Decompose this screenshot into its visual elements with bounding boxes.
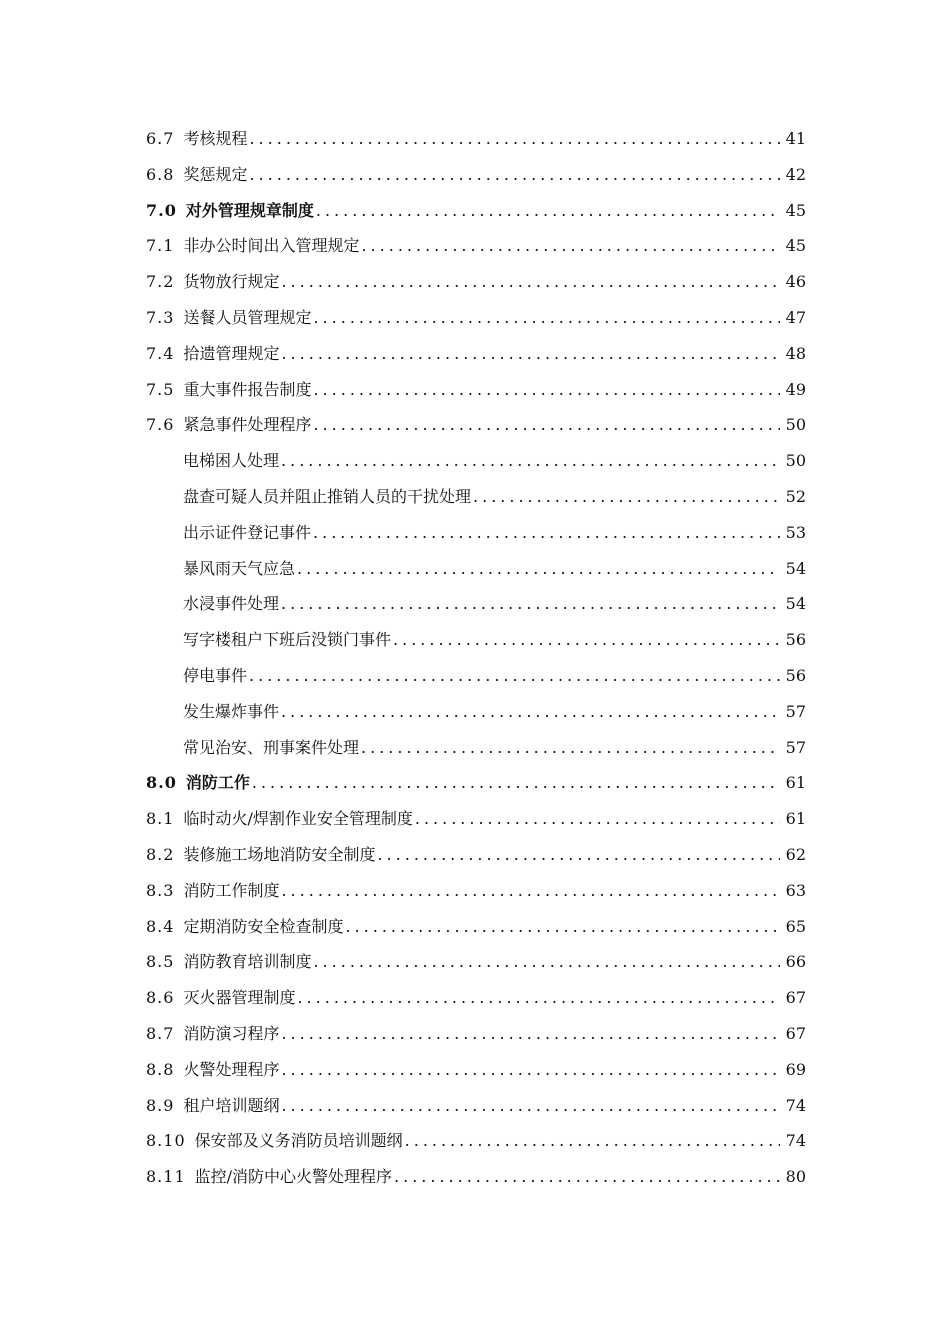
toc-page-number: 41 bbox=[785, 129, 806, 148]
toc-number: 8.2 bbox=[146, 844, 175, 864]
toc-number: 8.5 bbox=[146, 952, 175, 972]
dot-leader bbox=[313, 407, 779, 443]
dot-leader bbox=[313, 944, 779, 980]
toc-page-number: 56 bbox=[785, 630, 806, 650]
toc-subitem[interactable] bbox=[146, 515, 806, 551]
toc-row[interactable] bbox=[146, 1123, 806, 1159]
toc-page-number: 74 bbox=[785, 1095, 806, 1115]
toc-title: 火警处理程序 bbox=[183, 1059, 280, 1079]
toc-number: 8.9 bbox=[146, 1095, 175, 1115]
table-of-contents bbox=[146, 121, 806, 1195]
toc-page-number: 57 bbox=[785, 737, 806, 757]
dot-leader bbox=[281, 264, 779, 300]
dot-leader bbox=[415, 801, 780, 837]
toc-title: 拾遗管理规定 bbox=[183, 343, 280, 363]
toc-subitem[interactable] bbox=[146, 443, 806, 479]
toc-page-number: 63 bbox=[785, 880, 806, 900]
toc-title: 消防工作 bbox=[185, 773, 250, 793]
toc-subitem[interactable] bbox=[146, 551, 806, 587]
toc-number: 8.1 bbox=[146, 809, 175, 829]
toc-subitem[interactable] bbox=[146, 479, 806, 515]
toc-page-number: 42 bbox=[785, 164, 806, 184]
toc-subitem[interactable] bbox=[146, 586, 806, 622]
dot-leader bbox=[316, 193, 780, 229]
dot-leader bbox=[313, 372, 779, 408]
toc-page-number: 49 bbox=[785, 379, 806, 399]
toc-title: 写字楼租户下班后没锁门事件 bbox=[183, 630, 392, 650]
toc-number: 6.8 bbox=[146, 164, 175, 184]
toc-title: 保安部及义务消防员培训题纲 bbox=[194, 1131, 403, 1151]
toc-page-number: 61 bbox=[785, 809, 806, 829]
toc-number: 7.3 bbox=[146, 307, 175, 327]
toc-number: 7.0 bbox=[146, 200, 177, 220]
toc-number: 7.4 bbox=[146, 343, 175, 363]
toc-title: 停电事件 bbox=[183, 665, 248, 685]
toc-title: 出示证件登记事件 bbox=[183, 522, 312, 542]
toc-number: 8.4 bbox=[146, 916, 175, 936]
toc-row[interactable] bbox=[146, 372, 806, 408]
dot-leader bbox=[393, 622, 780, 658]
toc-page-number: 45 bbox=[785, 236, 806, 256]
toc-row[interactable] bbox=[146, 1016, 806, 1052]
dot-leader bbox=[345, 909, 779, 945]
toc-title: 送餐人员管理规定 bbox=[183, 307, 312, 327]
toc-page-number: 56 bbox=[785, 665, 806, 685]
toc-row[interactable] bbox=[146, 228, 806, 264]
toc-row[interactable] bbox=[146, 873, 806, 909]
toc-page-number: 54 bbox=[785, 594, 806, 614]
dot-leader bbox=[473, 479, 780, 515]
toc-number: 7.5 bbox=[146, 379, 175, 399]
dot-leader bbox=[249, 157, 779, 193]
toc-title: 租户培训题纲 bbox=[183, 1095, 280, 1115]
toc-title: 发生爆炸事件 bbox=[183, 701, 280, 721]
toc-row[interactable] bbox=[146, 336, 806, 372]
toc-title: 电梯困人处理 bbox=[183, 451, 280, 471]
toc-title: 定期消防安全检查制度 bbox=[183, 916, 344, 936]
toc-page-number: 65 bbox=[785, 916, 806, 936]
toc-page-number: 67 bbox=[785, 988, 806, 1008]
toc-page-number: 48 bbox=[785, 343, 806, 363]
toc-title: 消防演习程序 bbox=[183, 1023, 280, 1043]
toc-page-number: 80 bbox=[785, 1167, 806, 1187]
toc-title: 盘查可疑人员并阻止推销人员的干扰处理 bbox=[183, 486, 472, 506]
toc-title: 消防教育培训制度 bbox=[183, 952, 312, 972]
toc-page-number: 50 bbox=[785, 415, 806, 435]
dot-leader bbox=[297, 980, 779, 1016]
toc-title: 灭火器管理制度 bbox=[183, 988, 296, 1008]
dot-leader bbox=[281, 586, 780, 622]
toc-number: 8.0 bbox=[146, 773, 177, 793]
dot-leader bbox=[361, 228, 779, 264]
dot-leader bbox=[249, 121, 779, 157]
toc-title: 对外管理规章制度 bbox=[185, 200, 314, 220]
dot-leader bbox=[405, 1123, 780, 1159]
toc-subitem[interactable] bbox=[146, 658, 806, 694]
toc-page-number: 57 bbox=[785, 701, 806, 721]
toc-row[interactable] bbox=[146, 980, 806, 1016]
dot-leader bbox=[297, 551, 780, 587]
dot-leader bbox=[313, 515, 780, 551]
toc-row[interactable] bbox=[146, 837, 806, 873]
toc-subitem[interactable] bbox=[146, 730, 806, 766]
dot-leader bbox=[394, 1159, 780, 1195]
toc-number: 7.6 bbox=[146, 415, 175, 435]
toc-row[interactable] bbox=[146, 801, 806, 837]
dot-leader bbox=[361, 730, 780, 766]
toc-page-number: 45 bbox=[785, 200, 806, 220]
toc-subitem[interactable] bbox=[146, 694, 806, 730]
toc-page-number: 53 bbox=[785, 522, 806, 542]
toc-title: 装修施工场地消防安全制度 bbox=[183, 844, 376, 864]
toc-title: 货物放行规定 bbox=[183, 272, 280, 292]
toc-section-heading[interactable] bbox=[146, 765, 806, 801]
toc-title: 奖惩规定 bbox=[183, 164, 248, 184]
dot-leader bbox=[281, 694, 780, 730]
dot-leader bbox=[313, 300, 779, 336]
toc-number: 8.11 bbox=[146, 1167, 186, 1187]
dot-leader bbox=[377, 837, 779, 873]
toc-page-number: 54 bbox=[785, 558, 806, 578]
toc-row[interactable] bbox=[146, 407, 806, 443]
toc-number: 7.1 bbox=[146, 236, 175, 256]
toc-page-number: 69 bbox=[785, 1059, 806, 1079]
toc-title: 监控/消防中心火警处理程序 bbox=[194, 1167, 393, 1187]
toc-title: 常见治安、刑事案件处理 bbox=[183, 737, 360, 757]
toc-page-number: 61 bbox=[785, 773, 806, 793]
toc-title: 非办公时间出入管理规定 bbox=[183, 236, 360, 256]
toc-row[interactable] bbox=[146, 300, 806, 336]
dot-leader bbox=[281, 336, 779, 372]
toc-row[interactable] bbox=[146, 1088, 806, 1124]
dot-leader bbox=[281, 1088, 779, 1124]
toc-number: 7.2 bbox=[146, 272, 175, 292]
toc-page-number: 52 bbox=[785, 486, 806, 506]
toc-page-number: 74 bbox=[785, 1131, 806, 1151]
toc-row[interactable] bbox=[146, 1159, 806, 1195]
toc-page-number: 47 bbox=[785, 307, 806, 327]
toc-row[interactable] bbox=[146, 944, 806, 980]
toc-title: 消防工作制度 bbox=[183, 880, 280, 900]
toc-row[interactable] bbox=[146, 157, 806, 193]
toc-number: 8.8 bbox=[146, 1059, 175, 1079]
toc-page-number: 50 bbox=[785, 451, 806, 471]
toc-page-number: 62 bbox=[785, 844, 806, 864]
dot-leader bbox=[281, 1016, 779, 1052]
toc-title: 暴风雨天气应急 bbox=[183, 558, 296, 578]
toc-title: 考核规程 bbox=[183, 129, 248, 148]
toc-row[interactable] bbox=[146, 909, 806, 945]
toc-number: 8.10 bbox=[146, 1131, 186, 1151]
toc-number: 8.7 bbox=[146, 1023, 175, 1043]
toc-title: 水浸事件处理 bbox=[183, 594, 280, 614]
toc-number: 8.6 bbox=[146, 988, 175, 1008]
toc-title: 重大事件报告制度 bbox=[183, 379, 312, 399]
toc-row[interactable] bbox=[146, 264, 806, 300]
toc-number: 8.3 bbox=[146, 880, 175, 900]
toc-number: 6.7 bbox=[146, 129, 175, 148]
toc-row[interactable] bbox=[146, 121, 806, 157]
dot-leader bbox=[252, 765, 780, 801]
toc-subitem[interactable] bbox=[146, 622, 806, 658]
toc-title: 临时动火/焊割作业安全管理制度 bbox=[183, 809, 413, 829]
toc-page-number: 66 bbox=[785, 952, 806, 972]
dot-leader bbox=[281, 443, 780, 479]
toc-title: 紧急事件处理程序 bbox=[183, 415, 312, 435]
toc-page-number: 46 bbox=[785, 272, 806, 292]
toc-section-heading[interactable] bbox=[146, 193, 806, 229]
toc-row[interactable] bbox=[146, 1052, 806, 1088]
toc-page-number: 67 bbox=[785, 1023, 806, 1043]
dot-leader bbox=[281, 873, 779, 909]
dot-leader bbox=[249, 658, 780, 694]
dot-leader bbox=[281, 1052, 779, 1088]
